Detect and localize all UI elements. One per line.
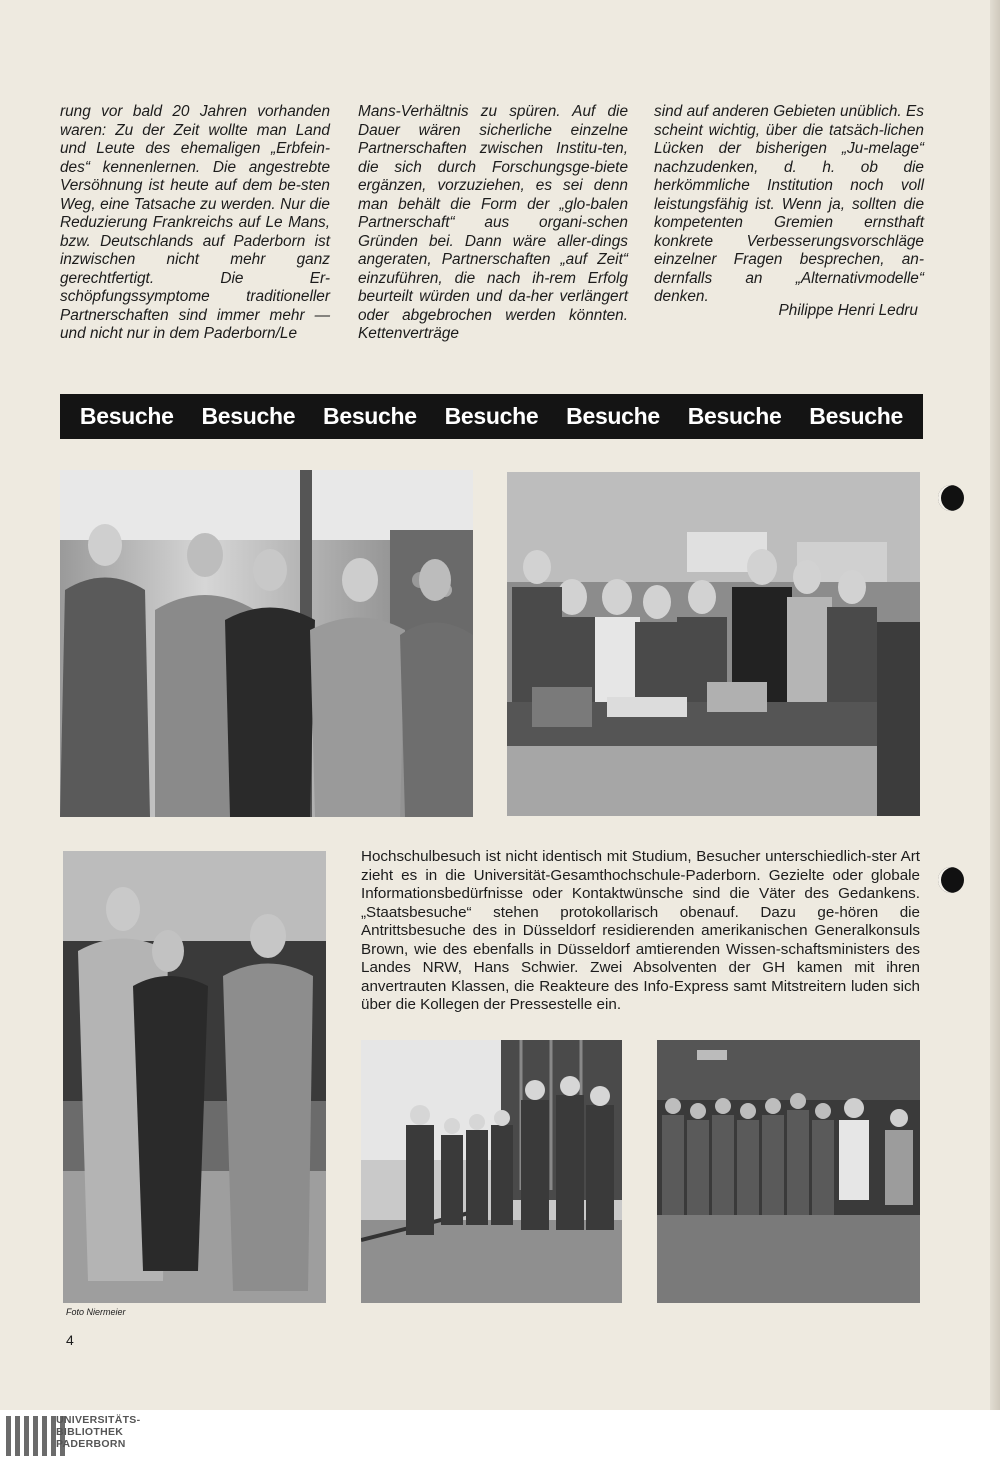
article-column-3: sind auf anderen Gebieten unüblich. Es scheint wichtig, über die tatsäch-lichen Lücken der bisherigen „Ju-melage“ nachzudenken, d. h. ob die herkömmliche Institution noch voll leistungsfähig ist. Wenn ja, sollten die kompetenten Gremien ernsthaft konkrete Verbesserungsvorschläge einzelner Fragen besprechen, an-dernfalls an „Alternativmodelle“ denken.: [654, 103, 924, 305]
banner-word: Besuche: [201, 403, 296, 429]
logo-line: UNIVERSITÄTS-: [56, 1414, 141, 1426]
photo-delegation-in-lab: [60, 470, 473, 817]
section-banner: [60, 394, 923, 439]
article-column-1: rung vor bald 20 Jahren vorhanden waren: Zu der Zeit wollte man Land und Leute des ehemaligen „Erbfein-des“ kennenlernen. Die angestrebte Versöhnung ist heute auf dem be-sten Weg, eine Tatsache zu werden. Nur die Reduzierung Frankreichs auf Le Mans, bzw. Deutschlands auf Paderborn ist inzwischen nicht mehr ganz gerechtfertigt. Die Er-schöpfungssymptome traditioneller Partnerschaften sind immer mehr — und nicht nur in dem Paderborn/Le: [60, 103, 330, 342]
logo-line: PADERBORN: [56, 1438, 126, 1450]
banner-word: Besuche: [444, 403, 539, 429]
banner-word: Besuche: [79, 403, 174, 429]
banner-word: Besuche: [687, 403, 782, 429]
page-number: 4: [66, 1332, 74, 1348]
logo-line: BIBLIOTHEK: [56, 1426, 124, 1438]
article-author: Philippe Henri Ledru: [778, 302, 918, 319]
banner-word: Besuche: [323, 403, 417, 429]
banner-word: Besuche: [809, 403, 904, 429]
banner-word: Besuche: [566, 403, 660, 429]
punch-hole-icon: [938, 485, 964, 511]
page-edge: [990, 0, 1000, 1410]
photo-three-men-talking: [63, 851, 326, 1303]
photo-students-on-terrace: [361, 1040, 622, 1303]
library-logo-text: [56, 1414, 140, 1450]
photo-group-in-hall: [657, 1040, 920, 1303]
article-column-2: Mans-Verhältnis zu spüren. Auf die Dauer wären sicherliche einzelne Partnerschaften zwischen Institu-ten, die sich durch Forschungsge-biete ergänzen, vorzuziehen, es sei denn man behält die Form der „glo-balen Partnerschaft“ aus organi-schen Gründen bei. Dann wäre aller-dings angeraten, Partnerschaften „auf Zeit“ einzuführen, die nach ih-rem Erfolg beurteilt würden und da-her verlängert oder abgebrochen werden könnten. Kettenverträge: [358, 103, 628, 342]
section-caption: Hochschulbesuch ist nicht identisch mit Studium, Besucher unterschiedlich-ster Art zieht es in die Universität-Gesamthochschule-Paderborn. Gezielte oder globale Informationsbedürfnisse oder Kontaktwünsche sind die Väter des Gedankens. „Staatsbesuche“ stehen protokollarisch obenauf. Dazu ge-hören die Antrittsbesuche des in Düsseldorf residierenden amerikanischen Generalkonsuls Brown, wie des ebenfalls in Düsseldorf amtierenden Wissen-schaftsministers des Landes NRW, Hans Schwier. Zwei Absolventen der GH kamen mit ihren anvertrauten Klassen, die Reakteure des Info-Express samt Mitstreitern luden sich über die Kollegen der Pressestelle ein.: [361, 848, 920, 1013]
photo-students-at-exhibit: [507, 472, 920, 816]
photo-credit: Foto Niermeier: [66, 1307, 126, 1317]
library-footer: [0, 1410, 1000, 1462]
punch-hole-icon: [938, 867, 964, 893]
